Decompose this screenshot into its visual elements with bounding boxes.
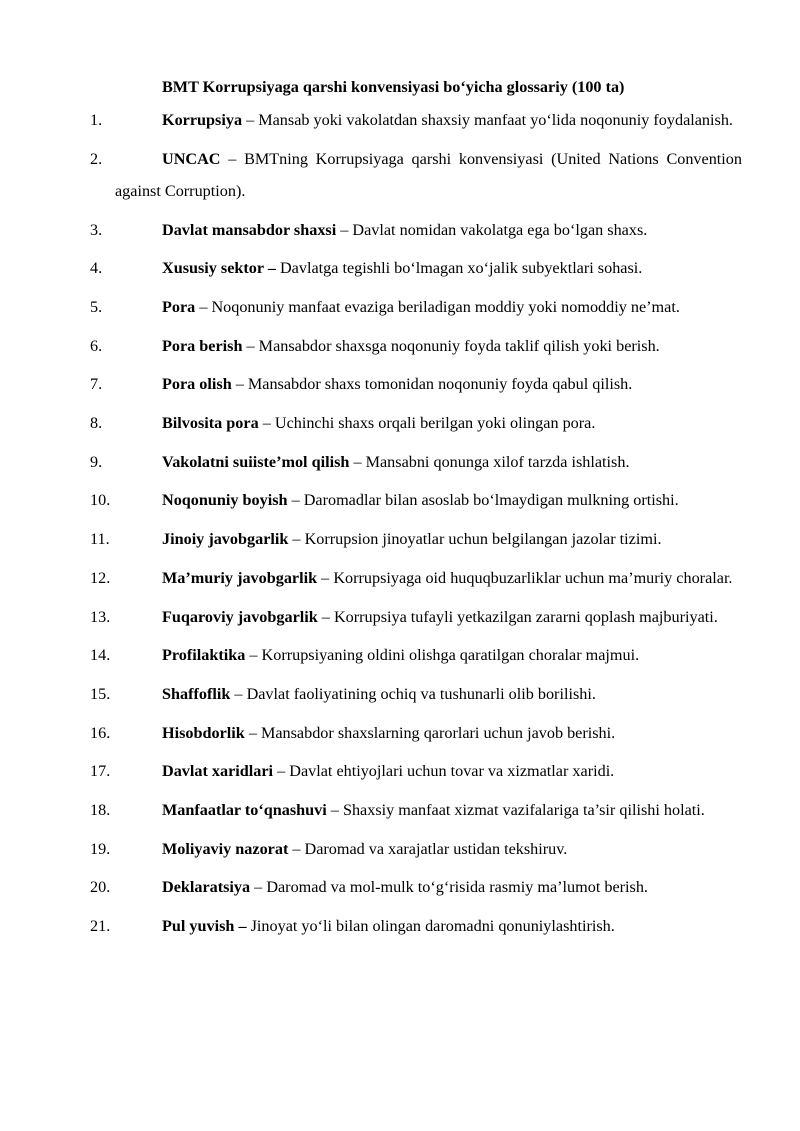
entry-separator: – <box>258 414 275 433</box>
glossary-entry <box>0 104 800 136</box>
entry-term: Davlat xaridlari <box>162 762 274 781</box>
entry-separator: – <box>242 336 259 355</box>
entry-definition: Korrupsiyaning oldini olishga qaratilgan choralar majmui. <box>261 646 640 665</box>
entry-text <box>115 601 742 633</box>
entry-number: 5. <box>90 298 103 317</box>
glossary-entry <box>0 871 800 903</box>
entry-term: Profilaktika <box>162 646 246 665</box>
entry-definition: Korrupsiyaga oid huquqbuzarliklar uchun ma’muriy choralar. <box>333 568 733 587</box>
entry-text <box>115 523 742 555</box>
entry-number: 1. <box>90 111 103 129</box>
glossary-entry <box>0 252 800 284</box>
entry-number: 4. <box>90 259 103 278</box>
entry-number: 2. <box>90 149 103 168</box>
glossary-entry <box>0 717 800 749</box>
entry-separator: – <box>288 530 305 549</box>
entry-term: Shaffoflik <box>162 684 231 703</box>
entry-definition: Daromad va mol-mulk to‘g‘risida rasmiy ma’lumot berish. <box>266 878 648 897</box>
entry-text <box>115 562 742 594</box>
entry-number: 6. <box>90 336 103 355</box>
entry-number: 8. <box>90 414 103 433</box>
entry-term: Deklaratsiya <box>162 878 251 897</box>
entry-text <box>115 143 742 208</box>
glossary-entry <box>0 639 800 671</box>
glossary-entry <box>0 794 800 826</box>
entry-number: 12. <box>90 568 111 587</box>
glossary-list <box>0 104 800 949</box>
entry-definition: Davlat nomidan vakolatga ega bo‘lgan shaxs. <box>352 220 648 239</box>
entry-text <box>115 330 742 362</box>
entry-definition: Noqonuniy manfaat evaziga beriladigan moddiy yoki nomoddiy ne’mat. <box>211 298 680 317</box>
entry-term: Pul yuvish – <box>162 917 247 936</box>
glossary-entry <box>0 484 800 516</box>
entry-number: 18. <box>90 800 111 819</box>
entry-definition: Shaxsiy manfaat xizmat vazifalariga ta’sir qilishi holati. <box>342 800 705 819</box>
glossary-entry <box>0 910 800 942</box>
entry-text <box>115 368 742 400</box>
entry-text <box>115 678 742 710</box>
entry-term: Bilvosita pora <box>162 414 259 433</box>
entry-definition: Mansabdor shaxsga noqonuniy foyda taklif qilish yoki berish. <box>258 336 660 355</box>
entry-definition: Davlat faoliyatining ochiq va tushunarli olib borilishi. <box>246 684 596 703</box>
entry-separator: – <box>317 568 334 587</box>
entry-text <box>115 446 742 478</box>
entry-definition: BMTning Korrupsiyaga qarshi konvensiyasi (United Nations Convention against Corruption). <box>115 149 742 200</box>
entry-number: 11. <box>90 530 110 549</box>
entry-number: 3. <box>90 220 103 239</box>
entry-number: 20. <box>90 878 111 897</box>
glossary-entry <box>0 833 800 865</box>
entry-text <box>115 794 742 826</box>
entry-separator: – <box>288 839 305 858</box>
entry-term: Noqonuniy boyish <box>162 491 288 510</box>
entry-text <box>115 407 742 439</box>
entry-definition: Davlat ehtiyojlari uchun tovar va xizmatlar xaridi. <box>289 762 615 781</box>
entry-definition: Mansabdor shaxslarning qarorlari uchun javob berishi. <box>260 723 616 742</box>
entry-number: 19. <box>90 839 111 858</box>
entry-text <box>115 291 742 323</box>
glossary-entry <box>0 143 800 208</box>
entry-term: Korrupsiya <box>162 111 243 129</box>
entry-number: 13. <box>90 607 111 626</box>
entry-text <box>115 910 742 942</box>
entry-separator: – <box>195 298 212 317</box>
entry-term: Vakolatni suiiste’mol qilish <box>162 452 350 471</box>
entry-text <box>115 484 742 516</box>
entry-definition: Mansabdor shaxs tomonidan noqonuniy foyda qabul qilish. <box>247 375 633 394</box>
entry-text <box>115 871 742 903</box>
entry-term: Jinoiy javobgarlik <box>162 530 289 549</box>
entry-separator: – <box>349 452 366 471</box>
entry-definition: Uchinchi shaxs orqali berilgan yoki olingan pora. <box>274 414 596 433</box>
entry-term: Moliyaviy nazorat <box>162 839 289 858</box>
entry-term: Ma’muriy javobgarlik <box>162 568 318 587</box>
entry-definition: Davlatga tegishli bo‘lmagan xo‘jalik subyektlari sohasi. <box>279 259 643 278</box>
entry-text <box>115 252 742 284</box>
entry-number: 16. <box>90 723 111 742</box>
entry-term: Hisobdorlik <box>162 723 245 742</box>
entry-definition: Mansabni qonunga xilof tarzda ishlatish. <box>365 452 630 471</box>
entry-number: 14. <box>90 646 111 665</box>
entry-definition: Korrupsion jinoyatlar uchun belgilangan jazolar tizimi. <box>304 530 662 549</box>
entry-text <box>115 639 742 671</box>
entry-text <box>115 214 742 246</box>
glossary-entry <box>0 214 800 246</box>
entry-definition: Jinoyat yo‘li bilan olingan daromadni qonuniylashtirish. <box>250 917 615 936</box>
entry-number: 9. <box>90 452 103 471</box>
glossary-entry <box>0 562 800 594</box>
entry-text <box>115 717 742 749</box>
entry-separator: – <box>231 375 248 394</box>
glossary-entry <box>0 755 800 787</box>
glossary-entry <box>0 601 800 633</box>
entry-number: 17. <box>90 762 111 781</box>
entry-separator: – <box>273 762 290 781</box>
entry-number: 21. <box>90 917 111 936</box>
glossary-entry <box>0 368 800 400</box>
entry-term: Xususiy sektor – <box>162 259 276 278</box>
glossary-entry <box>0 330 800 362</box>
glossary-entry <box>0 446 800 478</box>
entry-definition: Daromadlar bilan asoslab bo‘lmaydigan mulkning ortishi. <box>303 491 679 510</box>
entry-separator: – <box>326 800 343 819</box>
document-title: BMT Korrupsiyaga qarshi konvensiyasi bo‘yicha glossariy (100 ta) <box>162 78 625 96</box>
glossary-entry <box>0 678 800 710</box>
entry-separator: – <box>317 607 334 626</box>
entry-separator: – <box>242 111 259 129</box>
entry-definition: Daromad va xarajatlar ustidan tekshiruv. <box>304 839 568 858</box>
entry-separator: – <box>244 723 261 742</box>
entry-term: Pora olish <box>162 375 232 394</box>
entry-term: Manfaatlar to‘qnashuvi <box>162 800 327 819</box>
glossary-entry <box>0 291 800 323</box>
entry-definition: Korrupsiya tufayli yetkazilgan zararni qoplash majburiyati. <box>333 607 718 626</box>
entry-term: Fuqaroviy javobgarlik <box>162 607 318 626</box>
entry-term: Pora <box>162 298 196 317</box>
glossary-entry <box>0 407 800 439</box>
entry-separator: – <box>250 878 267 897</box>
entry-text <box>115 833 742 865</box>
entry-term: Pora berish <box>162 336 243 355</box>
entry-term: UNCAC <box>162 149 221 168</box>
entry-separator: – <box>220 149 245 168</box>
entry-text <box>115 755 742 787</box>
entry-separator: – <box>336 220 353 239</box>
entry-separator: – <box>245 646 262 665</box>
entry-term: Davlat mansabdor shaxsi <box>162 220 337 239</box>
entry-separator: – <box>230 684 247 703</box>
entry-number: 10. <box>90 491 111 510</box>
entry-text <box>115 104 742 136</box>
entry-definition: Mansab yoki vakolatdan shaxsiy manfaat yo‘lida noqonuniy foydalanish. <box>258 111 733 129</box>
entry-number: 7. <box>90 375 103 394</box>
entry-separator: – <box>287 491 304 510</box>
glossary-entry <box>0 523 800 555</box>
entry-number: 15. <box>90 684 111 703</box>
